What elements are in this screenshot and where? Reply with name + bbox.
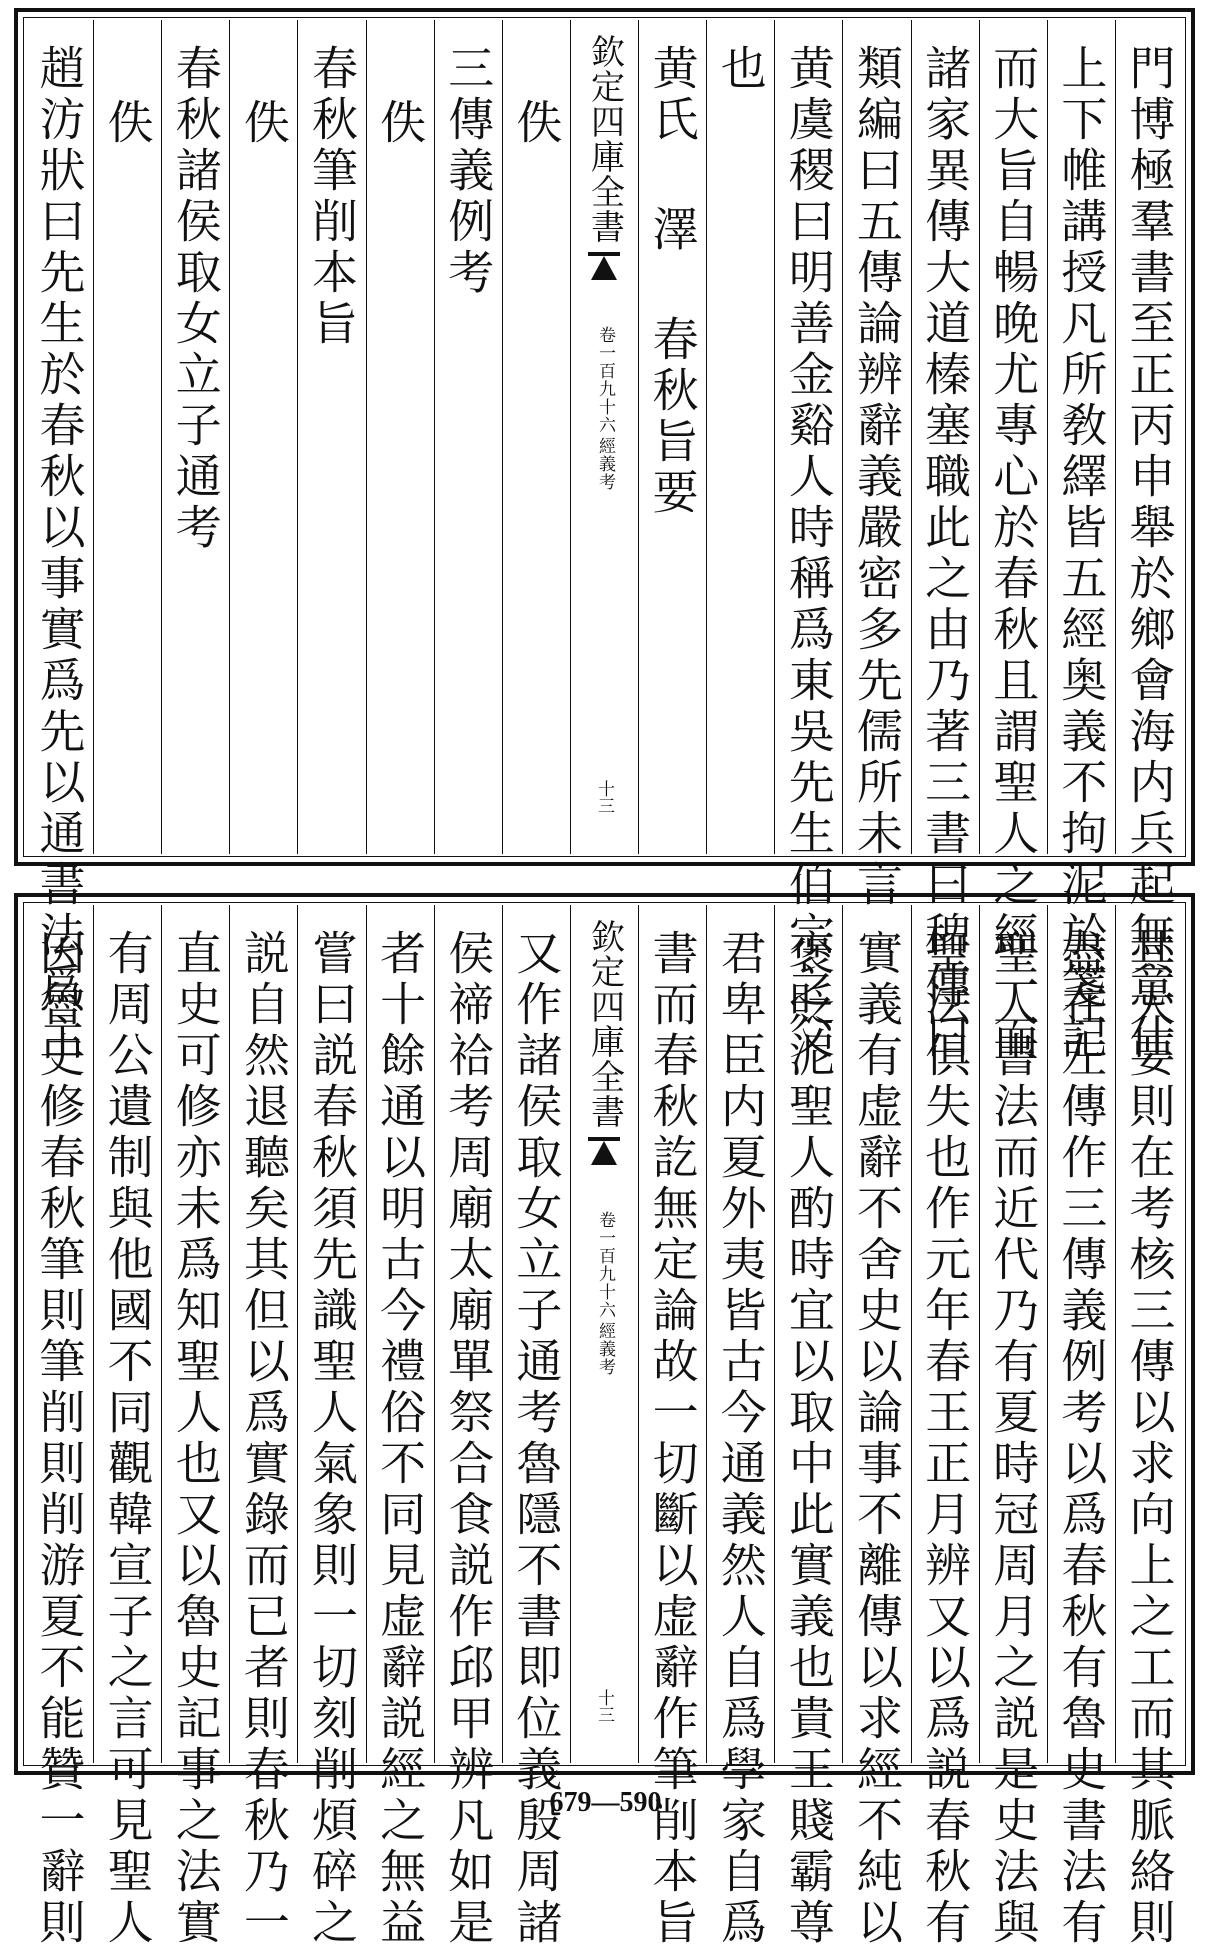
- status-column: [366, 20, 434, 854]
- fish-tail-mark-icon: [588, 1137, 620, 1171]
- text-column: [366, 905, 434, 1949]
- rubric-juan: 卷一百九十六: [594, 1211, 615, 1319]
- column-text: 其大要則在考核三傳以求向上之工而其脈絡則: [1122, 929, 1177, 1949]
- column-text: 上下帷講授凡所敎繹皆五經奥義不拘泥於箋記: [1054, 44, 1109, 1064]
- status-lost: 佚: [373, 98, 428, 149]
- entry-heading: 春秋筆削本旨: [304, 44, 359, 350]
- column-text: 有周公遺制與他國不同觀韓宣子之言可見聖人: [100, 929, 155, 1949]
- center-fold: [570, 905, 638, 1763]
- text-column: [502, 905, 570, 1949]
- fish-tail-mark-icon: [588, 252, 620, 286]
- text-column: [706, 20, 774, 854]
- upper-page: [14, 8, 1195, 1064]
- leaf-number: 十三: [593, 1689, 614, 1723]
- column-text: 褒貶泥聖人酌時宜以取中此實義也貴王賤霸尊: [781, 929, 836, 1949]
- text-column: [26, 20, 93, 1064]
- entry-heading-column: [638, 20, 706, 854]
- text-column: [93, 905, 161, 1949]
- status-lost: 佚: [509, 98, 564, 149]
- text-column: [26, 905, 93, 1949]
- text-column: [842, 20, 910, 911]
- leaf-number: 十三: [593, 780, 614, 814]
- status-column: [229, 20, 297, 854]
- column-text: 實義有虚辭不舍史以論事不離傳以求經不純以: [849, 929, 904, 1949]
- fold-rubric: [596, 1211, 613, 1376]
- text-column: [911, 20, 979, 1064]
- library-title: 欽定四庫全書: [584, 919, 625, 1129]
- text-column: [911, 905, 979, 1949]
- text-column: [979, 20, 1047, 1064]
- column-text: 君卑臣内夏外夷皆古今通義然人自爲學家自爲: [713, 929, 768, 1949]
- text-column: [229, 905, 297, 1949]
- column-text: 聖法俱失也作元年春王正月辨又以爲説春秋有: [918, 929, 973, 1949]
- fold-rubric: [596, 326, 613, 491]
- column-text: 者十餘通以明古今禮俗不同見虚辭説經之無益: [373, 929, 428, 1949]
- center-fold: [570, 20, 638, 854]
- text-column: [774, 905, 842, 1949]
- entry-heading-column: [161, 20, 229, 854]
- entry-heading: 黄氏 澤 春秋旨要: [645, 44, 700, 519]
- text-column: [979, 905, 1047, 1949]
- text-column: [706, 905, 774, 1949]
- entry-heading: 春秋諸侯取女立子通考: [168, 44, 223, 554]
- column-text: 類編曰五傳論辨辭義嚴密多先儒所未言: [849, 44, 904, 911]
- column-text: 侯禘祫考周廟太廟單祭合食説作邱甲辨凡如是: [441, 929, 496, 1949]
- column-text: 也: [713, 44, 768, 95]
- column-text: 趙汸狀曰先生於春秋以事實爲先以通書法爲主: [32, 44, 87, 1064]
- text-column: [842, 905, 910, 1949]
- entry-heading-column: [434, 20, 502, 854]
- column-text: 黄虞稷曰明善金谿人時稱爲東吳先生伯宗之父: [781, 44, 836, 1064]
- column-text: 直史可修亦未爲知聖人也又以魯史記事之法實: [168, 929, 223, 1949]
- text-column: [434, 905, 502, 1949]
- column-text: 盡在左傳作三傳義例考以爲春秋有魯史書法有: [1054, 929, 1109, 1949]
- folio-number: 679—590: [549, 1787, 662, 1818]
- status-lost: 佚: [236, 98, 291, 149]
- text-column: [1115, 905, 1183, 1949]
- rubric-book: 經義考: [594, 437, 615, 491]
- status-column: [93, 20, 161, 854]
- text-column: [638, 905, 706, 1949]
- status-column: [502, 20, 570, 854]
- text-column: [1047, 20, 1115, 1064]
- upper-columns: [26, 20, 1183, 1064]
- entry-heading-column: [297, 20, 365, 854]
- column-text: 門博極羣書至正丙申舉於鄉會海内兵起無意仕: [1122, 44, 1177, 1064]
- text-column: [1115, 20, 1183, 1064]
- column-text: 又作諸侯取女立子通考魯隱不書即位義殷周諸: [509, 929, 564, 1949]
- column-text: 書而春秋訖無定論故一切斷以虚辭作筆削本旨: [645, 929, 700, 1949]
- text-column: [774, 20, 842, 1064]
- column-text: 諸家異傳大道榛塞職此之由乃著三書曰稗傳曰: [918, 44, 973, 1064]
- column-text: 聖人書法而近代乃有夏時冠周月之説是史法與: [986, 929, 1041, 1949]
- text-column: [297, 905, 365, 1949]
- text-column: [161, 905, 229, 1949]
- text-column: [1047, 905, 1115, 1949]
- status-lost: 佚: [100, 98, 155, 149]
- library-title: 欽定四庫全書: [584, 34, 625, 244]
- entry-heading: 三傳義例考: [441, 44, 496, 299]
- column-text: 而大旨自暢晚尤專心於春秋且謂聖人之經一而: [986, 44, 1041, 1064]
- column-text: 因魯史修春秋筆則筆削則削游夏不能贊一辭則: [32, 929, 87, 1949]
- rubric-juan: 卷一百九十六: [594, 326, 615, 434]
- column-text: 嘗曰説春秋須先識聖人氣象則一切刻削煩碎之: [304, 929, 359, 1949]
- rubric-book: 經義考: [594, 1322, 615, 1376]
- column-text: 説自然退聽矣其但以爲實錄而已者則春秋乃一: [236, 929, 291, 1949]
